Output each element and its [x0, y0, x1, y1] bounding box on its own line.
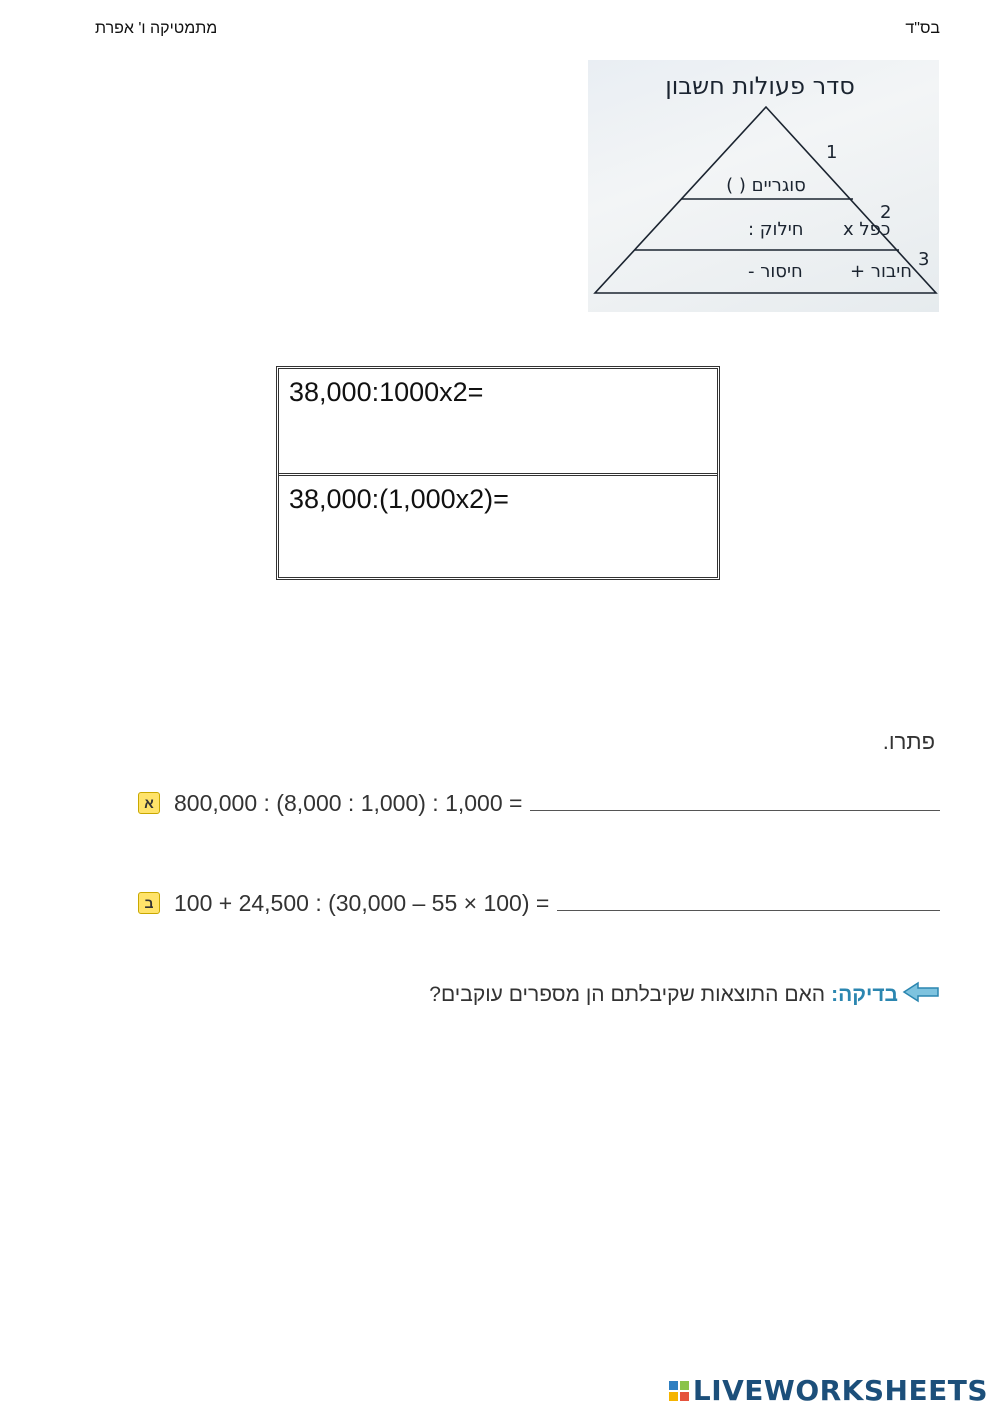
level-1-text: סוגריים ( )	[726, 175, 806, 196]
check-label: בדיקה:	[831, 983, 898, 1006]
header-right-text: בס"ד	[905, 20, 940, 37]
problem-b	[138, 886, 940, 920]
order-of-operations-photo	[588, 60, 939, 312]
problem-a-expression: 800,000 : (8,000 : 1,000) : 1,000 =	[174, 789, 523, 816]
pyramid-title: סדר פעולות חשבון	[665, 72, 855, 100]
check-note	[429, 981, 940, 1009]
logo-wordmark: LIVEWORKSHEETS	[692, 1374, 988, 1407]
problem-a	[138, 786, 940, 820]
exercise-table	[276, 366, 720, 580]
exercise-row-2[interactable]: 38,000:(1,000x2)=	[279, 473, 717, 577]
level-3-text-left: חיסור -	[748, 261, 803, 282]
level-3-number: 3	[918, 249, 930, 270]
level-1-number: 1	[826, 142, 838, 163]
problem-b-badge: ב	[138, 892, 160, 914]
arrow-left-icon	[902, 981, 940, 1009]
level-2-number: 2	[880, 202, 892, 223]
problem-a-answer-line[interactable]	[530, 796, 940, 811]
solve-title: פתרו.	[882, 729, 935, 754]
header-left-text: מתמטיקה ו' אפרת	[95, 20, 218, 37]
level-2-text-right: כפל x	[843, 219, 891, 240]
liveworksheets-logo	[669, 1374, 988, 1407]
exercise-row-1[interactable]: 38,000:1000x2=	[289, 377, 484, 407]
logo-icon	[669, 1381, 689, 1401]
check-text: האם התוצאות שקיבלתם הן מספרים עוקבים?	[429, 983, 826, 1006]
level-3-text-right: חיבור +	[850, 261, 913, 282]
problem-b-answer-line[interactable]	[557, 896, 940, 911]
level-2-text-left: חילוק :	[748, 219, 804, 240]
problem-a-badge: א	[138, 792, 160, 814]
problem-b-expression: 100 + 24,500 : (30,000 – 55 × 100) =	[174, 889, 550, 916]
